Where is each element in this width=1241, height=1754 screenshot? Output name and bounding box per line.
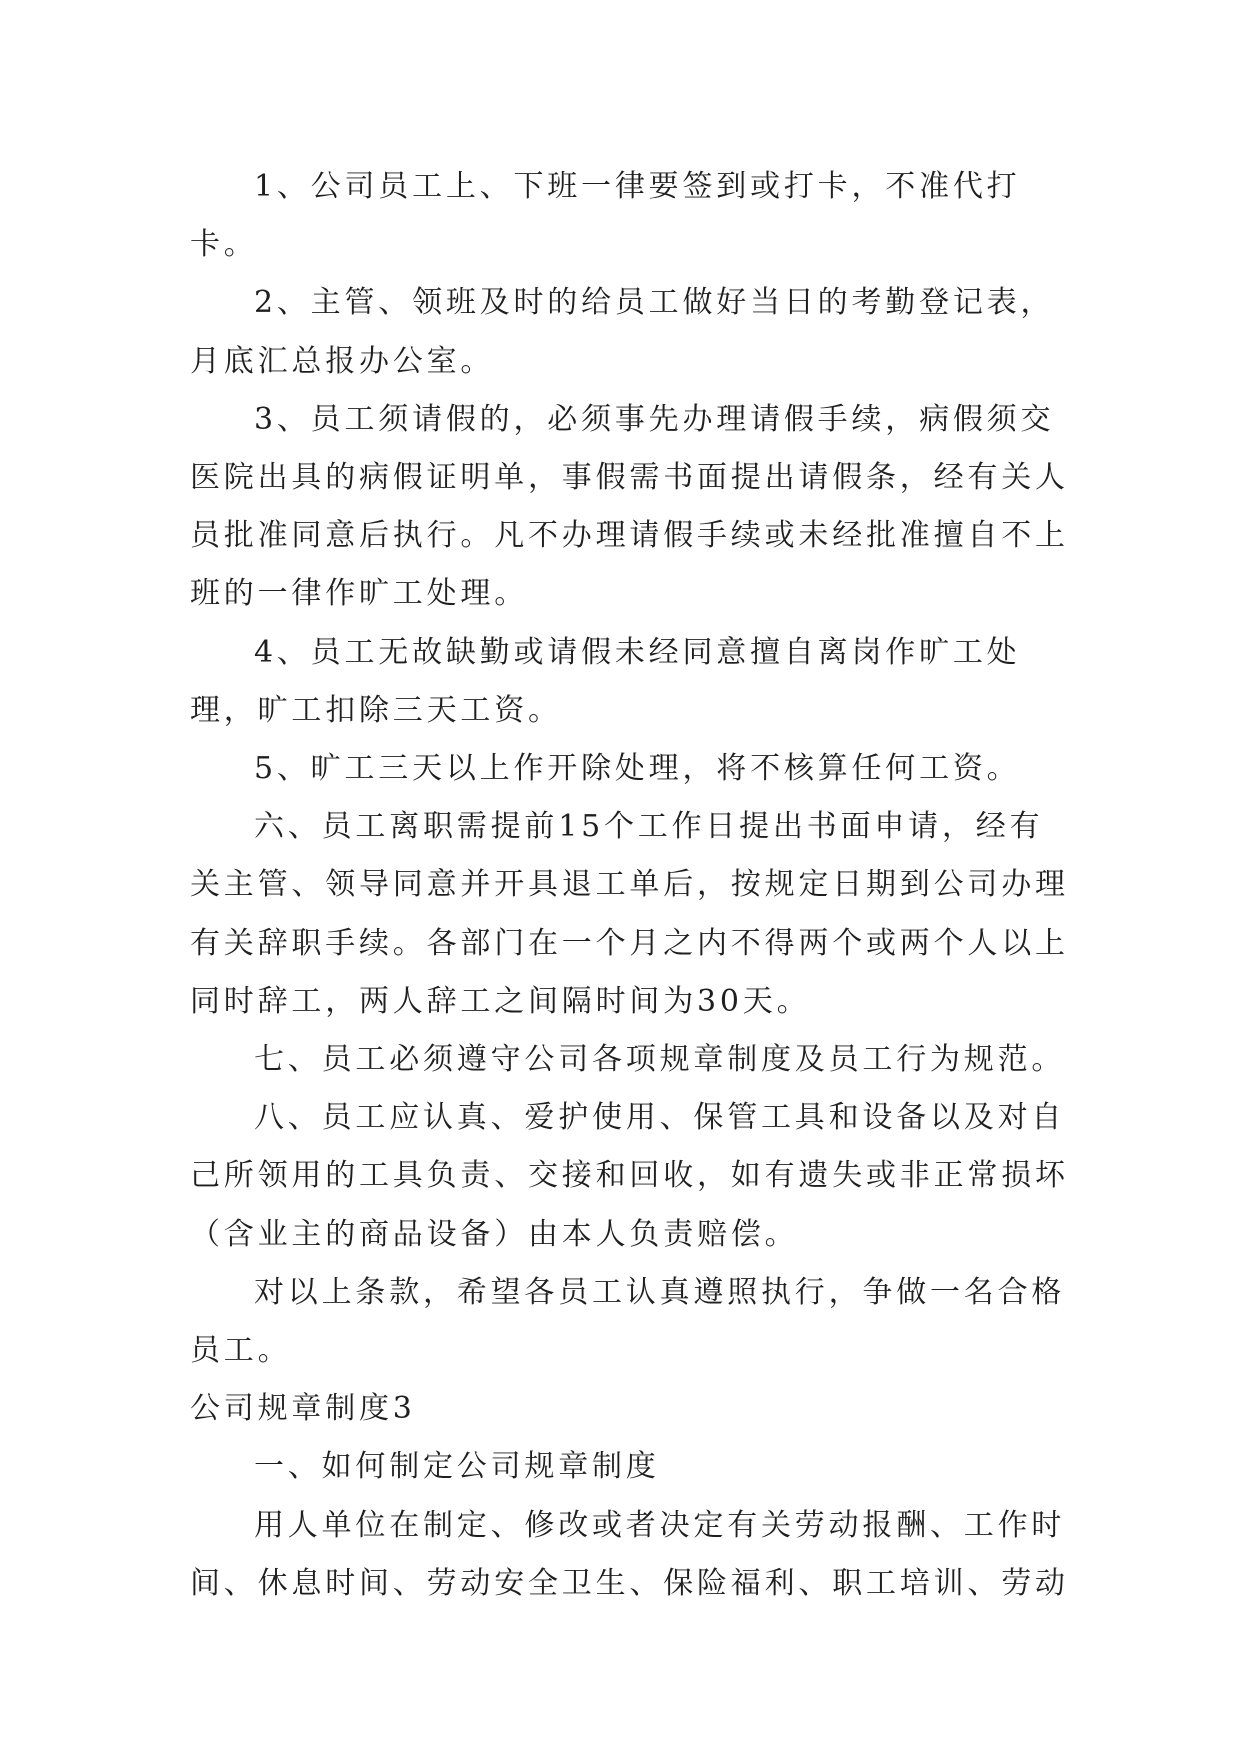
rule-item-3: 3、员工须请假的，必须事先办理请假手续，病假须交医院出具的病假证明单，事假需书面提出请假条，经有关人员批准同意后执行。凡不办理请假手续或未经批准擅自不上班的一律作旷工处理。 (190, 401, 1069, 612)
document-body (190, 158, 1070, 1613)
rule-item-7: 七、员工必须遵守公司各项规章制度及员工行为规范。 (254, 1042, 1066, 1078)
body-paragraph: 用人单位在制定、修改或者决定有关劳动报酬、工作时间、休息时间、劳动安全卫生、保险福利、职工培训、劳动 (190, 1507, 1069, 1601)
rule-item-5: 5、旷工三天以上作开除处理，将不核算任何工资。 (254, 751, 1021, 787)
rule-item-8: 八、员工应认真、爱护使用、保管工具和设备以及对自己所领用的工具负责、交接和回收，如有遗失或非正常损坏（含业主的商品设备）由本人负责赔偿。 (190, 1100, 1069, 1252)
section-title: 公司规章制度3 (190, 1391, 416, 1427)
subheading: 一、如何制定公司规章制度 (254, 1449, 660, 1485)
closing-paragraph: 对以上条款，希望各员工认真遵照执行，争做一名合格员工。 (190, 1274, 1066, 1369)
rule-item-6: 六、员工离职需提前15个工作日提出书面申请，经有关主管、领导同意并开具退工单后，按规定日期到公司办理有关辞职手续。各部门在一个月之内不得两个或两个人以上同时辞工，两人辞工之间隔时间为30天。 (190, 809, 1069, 1019)
rule-item-4: 4、员工无故缺勤或请假未经同意擅自离岗作旷工处理，旷工扣除三天工资。 (190, 634, 1021, 728)
rule-item-2: 2、主管、领班及时的给员工做好当日的考勤登记表，月底汇总报办公室。 (190, 285, 1055, 379)
rule-item-1: 1、公司员工上、下班一律要签到或打卡，不准代打卡。 (190, 169, 1021, 263)
